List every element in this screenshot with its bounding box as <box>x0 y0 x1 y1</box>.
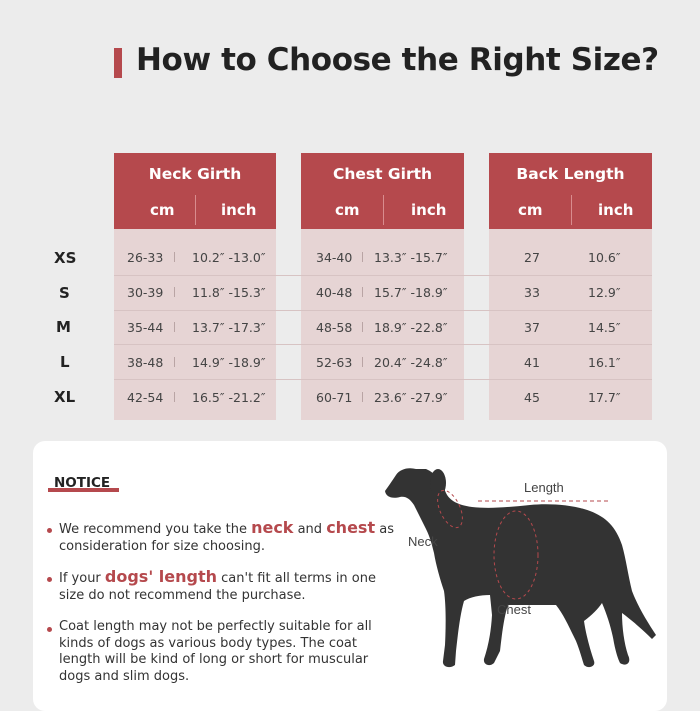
table-cell: 18.9″ -22.8″ <box>374 320 448 335</box>
size-label-m: M <box>56 318 71 336</box>
notice-text: We recommend you take the <box>59 522 252 537</box>
table-cell: 60-71 <box>316 390 353 405</box>
back-cm-header: cm <box>518 201 543 219</box>
table-cell: 42-54 <box>127 390 164 405</box>
notice-item-3: Coat length may not be perfectly suitable for all kinds of dogs as various body types. The coat length will be kind of long or short for muscular dogs and slim dogs. <box>59 619 372 684</box>
table-cell: 33 <box>524 285 540 300</box>
table-cell: 37 <box>524 320 540 335</box>
cell-divider <box>362 357 363 367</box>
page-title: How to Choose the Right Size? <box>136 42 659 78</box>
cell-divider <box>174 392 175 402</box>
neck-inch-header: inch <box>221 201 257 219</box>
table-cell: 48-58 <box>316 320 353 335</box>
highlight-chest: chest <box>326 518 376 537</box>
size-label-l: L <box>60 353 70 371</box>
cell-divider <box>362 392 363 402</box>
table-cell: 16.1″ <box>588 355 621 370</box>
table-cell: 27 <box>524 250 540 265</box>
cell-divider <box>362 252 363 262</box>
row-divider <box>114 310 652 311</box>
back-length-title: Back Length <box>516 165 625 183</box>
row-divider <box>114 344 652 345</box>
neck-girth-header <box>114 153 276 229</box>
table-cell: 16.5″ -21.2″ <box>192 390 266 405</box>
table-cell: 23.6″ -27.9″ <box>374 390 448 405</box>
cell-divider <box>174 357 175 367</box>
dog-body <box>385 468 656 667</box>
table-cell: 11.8″ -15.3″ <box>192 285 266 300</box>
table-cell: 35-44 <box>127 320 164 335</box>
cell-divider <box>362 287 363 297</box>
chest-girth-title: Chest Girth <box>332 165 433 183</box>
length-label: Length <box>524 480 564 495</box>
bullet-icon <box>47 627 52 632</box>
bullet-icon <box>47 528 52 533</box>
table-cell: 34-40 <box>316 250 353 265</box>
table-cell: 40-48 <box>316 285 353 300</box>
notice-heading: NOTICE <box>54 475 111 491</box>
notice-text: and <box>293 522 327 537</box>
title-accent-bar <box>114 48 122 78</box>
table-cell: 13.7″ -17.3″ <box>192 320 266 335</box>
neck-label: Neck <box>408 534 438 549</box>
dog-silhouette-icon <box>370 455 660 685</box>
chest-girth-header <box>301 153 464 229</box>
cell-divider <box>174 252 175 262</box>
table-cell: 41 <box>524 355 540 370</box>
notice-text: as consideration for size choosing. <box>59 522 394 554</box>
table-cell: 20.4″ -24.8″ <box>374 355 448 370</box>
header-divider <box>195 195 196 225</box>
chest-cm-header: cm <box>335 201 360 219</box>
neck-cm-header: cm <box>150 201 175 219</box>
row-divider <box>114 275 652 276</box>
size-label-xl: XL <box>54 388 76 406</box>
highlight-dogs-length: dogs' length <box>104 567 218 586</box>
notice-text: If your <box>59 571 105 586</box>
chest-inch-header: inch <box>411 201 447 219</box>
size-label-s: S <box>59 284 70 302</box>
table-cell: 15.7″ -18.9″ <box>374 285 448 300</box>
notice-item-2 <box>59 569 394 604</box>
chest-label: Chest <box>497 602 531 617</box>
cell-divider <box>174 287 175 297</box>
back-length-header <box>489 153 652 229</box>
table-cell: 45 <box>524 390 540 405</box>
neck-girth-title: Neck Girth <box>148 165 242 183</box>
size-label-xs: XS <box>54 249 77 267</box>
cell-divider <box>362 322 363 332</box>
table-cell: 12.9″ <box>588 285 621 300</box>
back-inch-header: inch <box>598 201 634 219</box>
table-cell: 26-33 <box>127 250 164 265</box>
table-cell: 10.2″ -13.0″ <box>192 250 266 265</box>
table-cell: 10.6″ <box>588 250 621 265</box>
table-cell: 38-48 <box>127 355 164 370</box>
table-cell: 30-39 <box>127 285 164 300</box>
cell-divider <box>174 322 175 332</box>
table-cell: 17.7″ <box>588 390 621 405</box>
highlight-neck: neck <box>251 518 294 537</box>
notice-text: can't fit all terms in one size do not recommend the purchase. <box>59 571 376 603</box>
table-cell: 13.3″ -15.7″ <box>374 250 448 265</box>
table-cell: 14.9″ -18.9″ <box>192 355 266 370</box>
table-cell: 14.5″ <box>588 320 621 335</box>
row-divider <box>114 379 652 380</box>
bullet-icon <box>47 577 52 582</box>
table-cell: 52-63 <box>316 355 353 370</box>
notice-item-1 <box>59 520 394 555</box>
header-divider <box>571 195 572 225</box>
header-divider <box>383 195 384 225</box>
dog-ear <box>430 469 446 497</box>
